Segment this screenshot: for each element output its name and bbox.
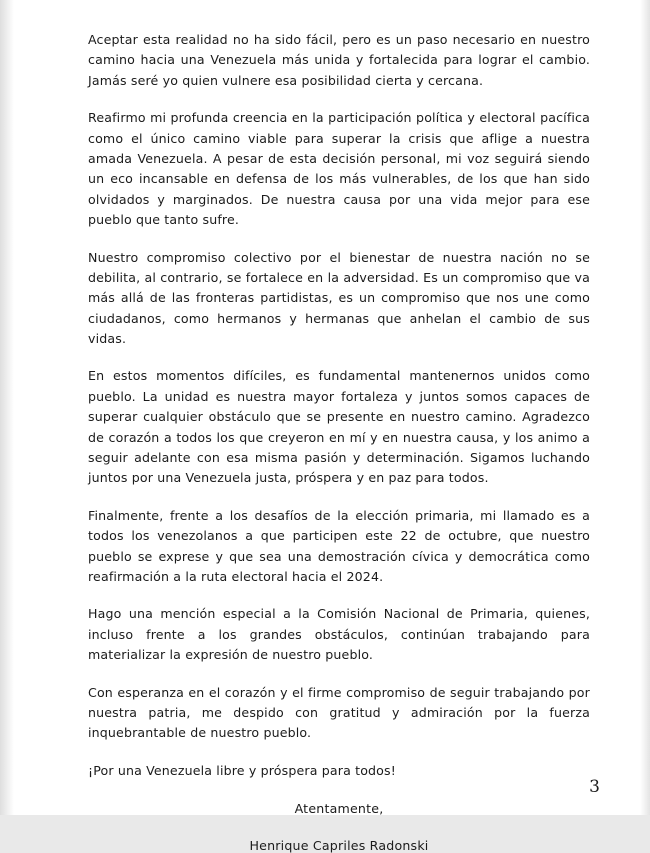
page-left-edge-shadow <box>0 0 14 815</box>
page-right-edge-shadow <box>640 0 650 815</box>
paragraph: Aceptar esta realidad no ha sido fácil, pero es un paso necesario en nuestro camino hacia una Venezuela más unida y fortalecida para lograr el cambio. Jamás seré yo quien vulnere esa posibilidad cierta y cercana. <box>88 32 590 88</box>
closing-salutation: Atentamente, <box>294 801 384 817</box>
paragraph: Finalmente, frente a los desafíos de la elección primaria, mi llamado es a todos los venezolanos a que participen este 22 de octubre, que nuestro pueblo se exprese y que sea una demostración cívica y democrática como reafirmación a la ruta electoral hacia el 2024. <box>88 507 590 584</box>
paragraph: Reafirmo mi profunda creencia en la participación política y electoral pacífica como el único camino viable para superar la crisis que aflige a nuestra amada Venezuela. A pesar de esta decisión personal, mi voz seguirá siendo un eco incansable en defensa de los más vulnerables, de los que han sido olvidados y marginados. De nuestra causa por una vida mejor para ese pueblo que tanto sufre. <box>88 110 590 228</box>
letter-body <box>88 30 590 781</box>
paragraph: Nuestro compromiso colectivo por el bienestar de nuestra nación no se debilita, al contrario, se fortalece en la adversidad. Es un compromiso que va más allá de las fronteras partidistas, es un compromiso que nos une como ciudadanos, como hermanos y hermanas que anhelan el cambio de sus vidas. <box>88 249 590 347</box>
paragraph: En estos momentos difíciles, es fundamental mantenernos unidos como pueblo. La unidad es nuestra mayor fortaleza y juntos somos capaces de superar cualquier obstáculo que se presente en nuestro camino. Agradezco de corazón a todos los que creyeron en mí y en nuestra causa, y los animo a seguir adelante con esa misma pasión y determinación. Sigamos luchando juntos por una Venezuela justa, próspera y en paz para todos. <box>88 368 590 486</box>
page-number: 3 <box>589 777 600 797</box>
paragraph: ¡Por una Venezuela libre y próspera para todos! <box>88 762 396 778</box>
letter-closing <box>88 801 590 853</box>
paragraph: Con esperanza en el corazón y el firme compromiso de seguir trabajando por nuestra patria, me despido con gratitud y admiración por la fuerza inquebrantable de nuestro pueblo. <box>88 684 590 741</box>
signer-name: Henrique Capriles Radonski <box>249 838 429 853</box>
paragraph: Hago una mención especial a la Comisión Nacional de Primaria, quienes, incluso frente a los grandes obstáculos, continúan trabajando para materializar la expresión de nuestro pueblo. <box>88 606 590 663</box>
